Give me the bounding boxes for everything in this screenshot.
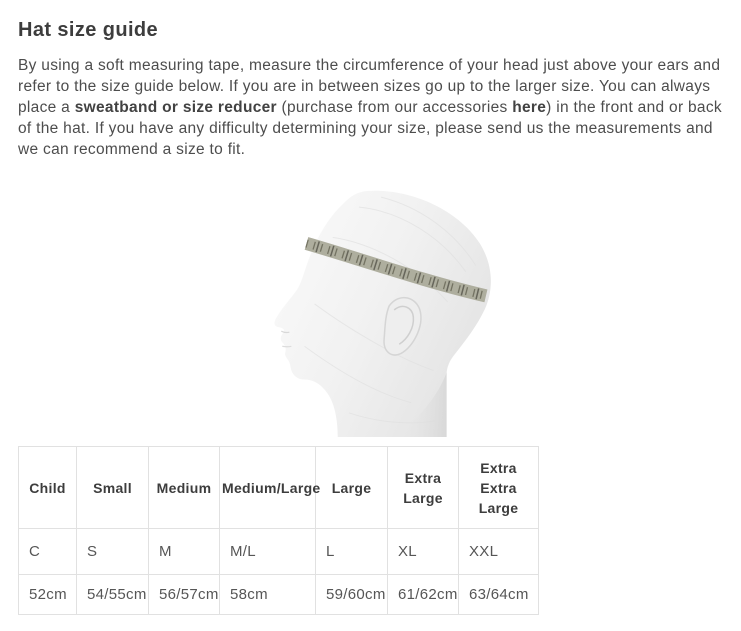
lip-line bbox=[282, 346, 291, 347]
intro-text-1: By using a soft measuring tape, measure the circumference of your head just above your ears and refer to the size guide below. If you are in between sizes go up to the larger size. You can always place a bbox=[18, 57, 721, 116]
header-cell-child: Child bbox=[19, 447, 77, 529]
page-title: Hat size guide bbox=[18, 19, 159, 41]
intro-text-2: (purchase from our accessories bbox=[276, 99, 513, 116]
intro-paragraph bbox=[18, 55, 723, 160]
size-cm-large: 59/60cm bbox=[316, 575, 388, 615]
size-code-child: C bbox=[19, 529, 77, 575]
accessories-here-link[interactable]: here bbox=[512, 99, 547, 116]
header-cell-extra-large: Extra Large bbox=[388, 447, 459, 529]
size-cm-extra-large: 61/62cm bbox=[388, 575, 459, 615]
size-cm-child: 52cm bbox=[19, 575, 77, 615]
size-code-medium: M bbox=[149, 529, 220, 575]
sweatband-bold-text: sweatband or size reducer bbox=[74, 99, 277, 116]
header-cell-small: Small bbox=[77, 447, 149, 529]
size-code-extra-extra-large: XXL bbox=[459, 529, 539, 575]
size-cm-extra-extra-large: 63/64cm bbox=[459, 575, 539, 615]
mannequin-head-image bbox=[236, 185, 506, 437]
header-cell-medium-large: Medium/Large bbox=[220, 447, 316, 529]
size-code-large: L bbox=[316, 529, 388, 575]
intro-text-3: ) in the front and or back of the hat. If you have any difficulty determining your size, please send us the measurements and we can recommend a size to fit. bbox=[18, 99, 722, 158]
size-cm-small: 54/55cm bbox=[77, 575, 149, 615]
header-cell-large: Large bbox=[316, 447, 388, 529]
size-cm-medium: 56/57cm bbox=[149, 575, 220, 615]
size-table bbox=[18, 446, 539, 615]
header-cell-extra-extra-large: Extra Extra Large bbox=[459, 447, 539, 529]
size-table-header-row bbox=[19, 447, 539, 529]
size-code-extra-large: XL bbox=[388, 529, 459, 575]
header-cell-medium: Medium bbox=[149, 447, 220, 529]
head-silhouette bbox=[274, 191, 490, 437]
size-code-row bbox=[19, 529, 539, 575]
head-measuring-tape-illustration bbox=[236, 185, 506, 437]
size-cm-medium-large: 58cm bbox=[220, 575, 316, 615]
size-cm-row bbox=[19, 575, 539, 615]
size-code-small: S bbox=[77, 529, 149, 575]
size-code-medium-large: M/L bbox=[220, 529, 316, 575]
